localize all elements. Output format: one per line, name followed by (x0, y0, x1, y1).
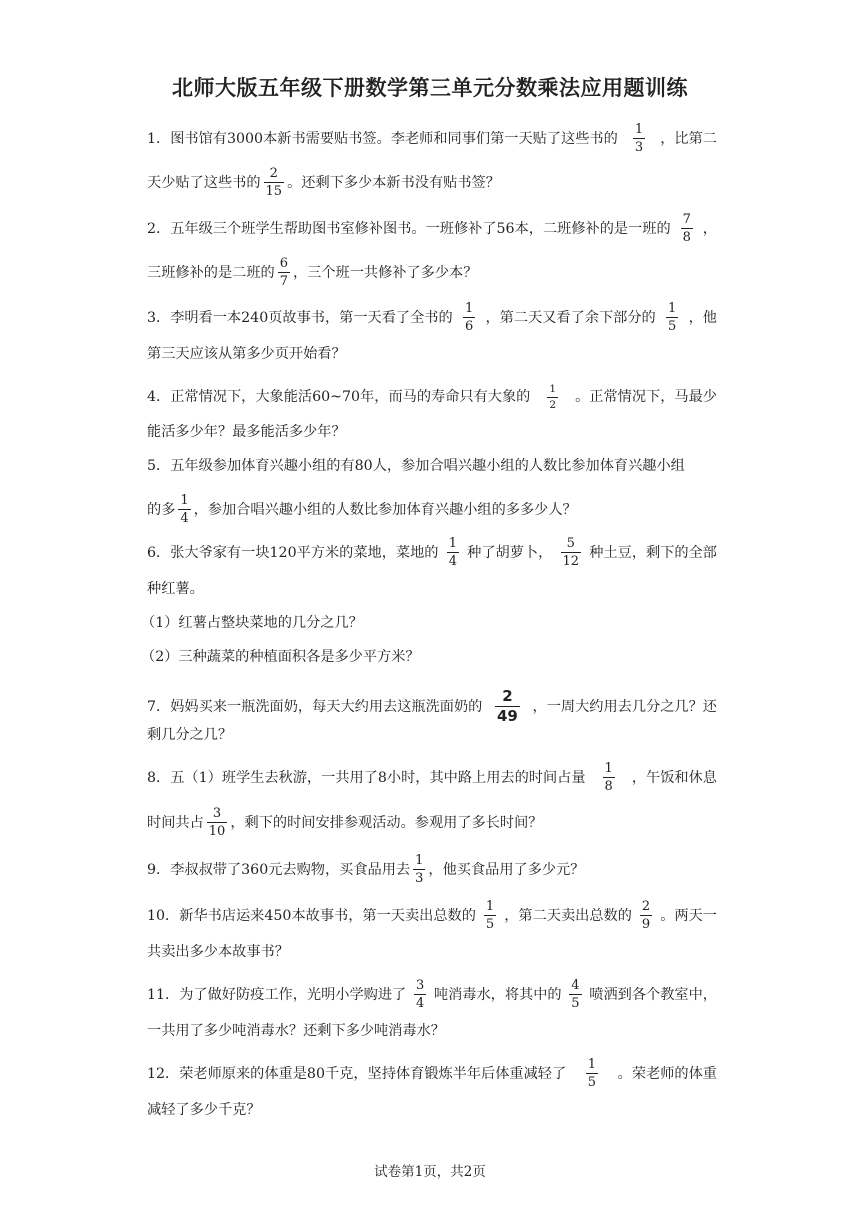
denominator: 3 (634, 140, 644, 155)
question-text: 10．新华书店运来450本故事书，第一天卖出总数的 (147, 907, 476, 924)
question-5-line-1 (147, 455, 717, 477)
question-text: ，剩下的时间安排参观活动。参观用了多长时间？ (230, 814, 543, 831)
denominator: 7 (279, 274, 288, 289)
question-12-line-1 (147, 1058, 717, 1089)
question-12-line-2 (147, 1099, 717, 1121)
fraction (547, 384, 558, 410)
question-text: ，他买食品用了多少元？ (428, 861, 585, 878)
question-text: ，第二天卖出总数的 (504, 907, 632, 924)
question-text: ，参加合唱兴趣小组的人数比参加体育兴趣小组的多多少人？ (193, 501, 577, 518)
numerator: 1 (180, 493, 189, 508)
denominator: 9 (641, 917, 651, 932)
question-text: ，比第二 (660, 130, 717, 147)
numerator: 5 (566, 536, 575, 551)
question-text: 喷洒到各个教室中， (589, 986, 717, 1003)
question-4-line-2 (147, 421, 717, 443)
fraction (207, 807, 228, 838)
question-text: 11．为了做好防疫工作，光明小学购进了 (147, 986, 407, 1003)
denominator: 5 (668, 319, 677, 334)
question-11-line-2 (147, 1020, 717, 1042)
question-2-line-1 (147, 213, 717, 244)
question-3-line-1 (147, 302, 717, 333)
question-text: 7．妈妈买来一瓶洗面奶，每天大约用去这瓶洗面奶的 (147, 698, 483, 715)
question-2-line-2 (147, 257, 717, 288)
question-8-line-2 (147, 807, 717, 838)
numerator: 2 (269, 166, 278, 181)
denominator: 8 (682, 230, 691, 245)
question-text: 时间共占 (147, 814, 204, 831)
numerator: 4 (571, 978, 580, 993)
question-11-line-1 (147, 979, 717, 1010)
fraction (666, 302, 678, 333)
fraction (603, 762, 615, 793)
denominator: 5 (571, 996, 580, 1011)
fraction (569, 979, 581, 1010)
sub-question-text: （1）红薯占整块菜地的几分之几？ (141, 615, 363, 631)
question-text: 。正常情况下，马最少 (575, 389, 717, 405)
denominator: 8 (604, 779, 613, 794)
numerator: 1 (634, 122, 644, 137)
fraction (681, 213, 693, 244)
question-text: 剩几分之几？ (147, 727, 233, 743)
numerator: 1 (549, 383, 557, 395)
fraction (640, 900, 652, 931)
question-text: 2．五年级三个班学生帮助图书室修补图书。一班修补了56本，二班修补的是一班的 (147, 220, 671, 237)
fraction (484, 900, 496, 931)
question-text: ，一周大约用去几分之几？还 (532, 698, 717, 715)
question-text: 减轻了多少千克？ (147, 1102, 261, 1118)
denominator: 4 (415, 996, 425, 1011)
question-6-line-1 (147, 537, 717, 568)
question-7-line-2 (147, 724, 717, 746)
question-text: 种了胡萝卜， (467, 544, 553, 561)
denominator: 10 (208, 824, 226, 839)
question-text: 吨消毒水，将其中的 (433, 986, 562, 1003)
fraction (495, 689, 520, 724)
question-text: 9．李叔叔带了360元去购物，买食品用去 (147, 861, 411, 878)
fraction (561, 537, 582, 568)
question-text: 天少贴了这些书的 (147, 174, 261, 191)
question-text: 种土豆，剩下的全部 (589, 544, 717, 561)
question-text: 第三天应该从第多少页开始看？ (147, 346, 346, 362)
fraction (447, 537, 459, 568)
question-text: ， (702, 220, 717, 237)
question-6-sub-2 (141, 646, 711, 668)
numerator: 3 (212, 806, 222, 821)
question-text: 12．荣老师原来的体重是80千克，坚持体育锻炼半年后体重减轻了 (147, 1065, 567, 1082)
page-footer: 试卷第1页，共2页 (374, 1164, 486, 1180)
denominator: 4 (448, 554, 457, 569)
question-text: ，三个班一共修补了多少本？ (292, 264, 478, 281)
question-text: ，午饭和休息 (631, 769, 717, 786)
numerator: 1 (587, 1057, 597, 1072)
denominator: 12 (562, 554, 580, 569)
question-text: 共卖出多少本故事书？ (147, 944, 289, 960)
question-text: 4．正常情况下，大象能活60~70年，而马的寿命只有大象的 (147, 389, 531, 405)
numerator: 2 (502, 687, 513, 705)
question-text: 。荣老师的体重 (617, 1065, 717, 1082)
question-text: 的多 (147, 501, 176, 518)
question-text: 3．李明看一本240页故事书，第一天看了全书的 (147, 309, 453, 326)
numerator: 6 (279, 256, 288, 271)
question-text: 8．五（1）班学生去秋游，一共用了8小时，其中路上用去的时间占量 (147, 769, 586, 786)
fraction (463, 302, 475, 333)
question-8-line-1 (147, 762, 717, 793)
question-4-line-1 (147, 384, 717, 410)
question-1-line-2 (147, 167, 717, 198)
denominator: 3 (415, 871, 424, 886)
fraction (264, 167, 285, 198)
numerator: 7 (682, 212, 691, 227)
numerator: 2 (641, 899, 651, 914)
question-3-line-2 (147, 343, 717, 365)
question-5-line-2 (147, 494, 717, 525)
fraction (633, 123, 645, 154)
denominator: 15 (265, 184, 283, 199)
denominator: 6 (464, 319, 474, 334)
page-title: 北师大版五年级下册数学第三单元分数乘法应用题训练 (172, 76, 688, 100)
denominator: 4 (180, 511, 189, 526)
numerator: 1 (485, 899, 495, 914)
numerator: 1 (668, 301, 677, 316)
question-text: 种红薯。 (147, 581, 204, 597)
numerator: 1 (415, 853, 424, 868)
question-text: 能活多少年？最多能活多少年？ (147, 424, 346, 440)
denominator: 5 (587, 1075, 597, 1090)
question-10-line-1 (147, 900, 717, 931)
question-text: 三班修补的是二班的 (147, 264, 275, 281)
fraction (413, 854, 425, 885)
denominator: 2 (549, 398, 557, 411)
question-text: ，第二天又看了余下部分的 (485, 309, 656, 326)
question-text: 。两天一 (660, 907, 717, 924)
numerator: 1 (464, 301, 474, 316)
denominator: 49 (497, 707, 518, 725)
question-10-line-2 (147, 941, 717, 963)
numerator: 3 (415, 978, 425, 993)
numerator: 1 (604, 761, 613, 776)
fraction (178, 494, 190, 525)
question-6-line-2 (147, 578, 717, 600)
question-9-line-1 (147, 854, 717, 885)
question-text: 6．张大爷家有一块120平方米的菜地，菜地的 (147, 544, 439, 561)
question-1-line-1 (147, 123, 717, 154)
fraction (586, 1058, 598, 1089)
question-6-sub-1 (141, 612, 711, 634)
numerator: 1 (448, 536, 457, 551)
sub-question-text: （2）三种蔬菜的种植面积各是多少平方米？ (141, 649, 420, 665)
question-text: ，他 (688, 309, 717, 326)
question-text: 1．图书馆有3000本新书需要贴书签。李老师和同事们第一天贴了这些书的 (147, 130, 618, 147)
question-text: 一共用了多少吨消毒水？还剩下多少吨消毒水？ (147, 1023, 445, 1039)
denominator: 5 (485, 917, 495, 932)
question-text: 5．五年级参加体育兴趣小组的有80人，参加合唱兴趣小组的人数比参加体育兴趣小组 (147, 458, 685, 474)
question-text: 。还剩下多少本新书没有贴书签？ (287, 174, 500, 191)
question-7-line-1 (147, 689, 717, 724)
fraction (414, 979, 426, 1010)
fraction (278, 257, 290, 288)
